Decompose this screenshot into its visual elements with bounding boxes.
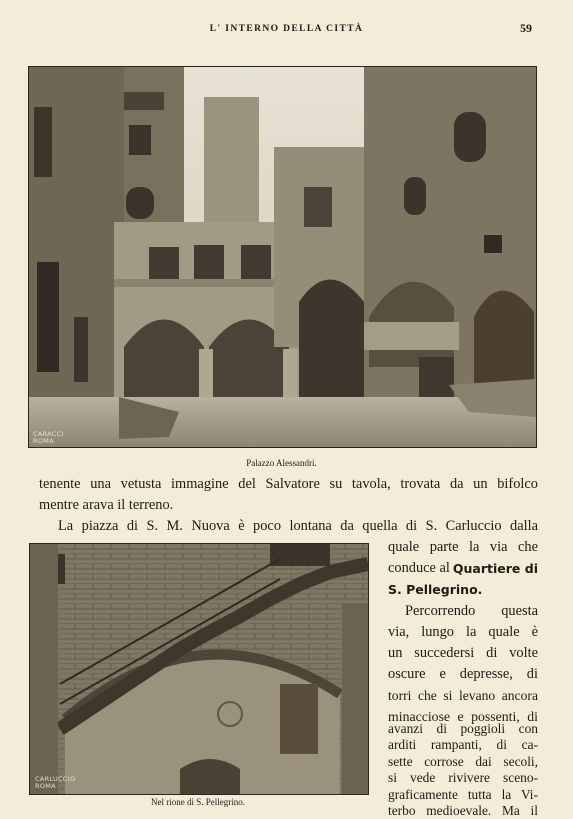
col-line-13: si vede rivivere sceno- bbox=[388, 770, 538, 786]
col-line-12: sette corrose dai secoli, bbox=[388, 753, 538, 769]
col-line-3: S. Pellegrino. bbox=[388, 582, 483, 597]
col-line-7: oscure e depresse, di bbox=[388, 666, 538, 682]
col-line-2-text: conduce al bbox=[388, 560, 450, 576]
courtyard-illustration bbox=[29, 67, 536, 447]
col-line-6: un succedersi di volte bbox=[388, 645, 538, 661]
photo-palazzo-alessandri bbox=[28, 66, 537, 448]
caption-bottom: Nel rione di S. Pellegrino. bbox=[151, 797, 245, 807]
page-number: 59 bbox=[520, 21, 532, 35]
running-head: L' INTERNO DELLA CITTÀ bbox=[209, 24, 364, 34]
col-line-14: graficamente tutta la Vi- bbox=[388, 786, 538, 802]
col-line-1: quale parte la via che bbox=[388, 539, 538, 555]
col-line-8: torri che si levano ancora bbox=[388, 688, 538, 703]
col-line-15: terbo medioevale. Ma il bbox=[388, 803, 538, 818]
photo-rione-pellegrino bbox=[29, 543, 369, 795]
text-line-1: tenente una vetusta immagine del Salvatore su tavola, trovata da un bifolco bbox=[39, 476, 538, 492]
col-line-9: minacciose e possenti, di bbox=[388, 709, 538, 724]
quartiere-bold: Quartiere di bbox=[452, 561, 538, 576]
photo-stamp-line1: CARLUCCIO bbox=[35, 775, 76, 783]
stair-illustration bbox=[30, 544, 368, 794]
col-line-11: arditi rampanti, di ca- bbox=[388, 737, 538, 753]
col-line-5: via, lungo la quale è bbox=[388, 624, 538, 640]
col-line-2 bbox=[388, 558, 538, 579]
photo-stamp-line1: CARACCI bbox=[33, 430, 64, 438]
photo-stamp-line2: ROMA bbox=[35, 782, 56, 790]
text-line-2: mentre arava il terreno. bbox=[39, 497, 174, 513]
col-line-4: Percorrendo questa bbox=[405, 603, 538, 619]
caption-top: Palazzo Alessandri. bbox=[246, 458, 317, 468]
col-line-10: avanzi di poggioli con bbox=[388, 721, 538, 736]
text-line-3: La piazza di S. M. Nuova è poco lontana da quella di S. Carluccio dalla bbox=[58, 518, 538, 534]
photo-stamp-line2: ROMA bbox=[33, 437, 54, 445]
